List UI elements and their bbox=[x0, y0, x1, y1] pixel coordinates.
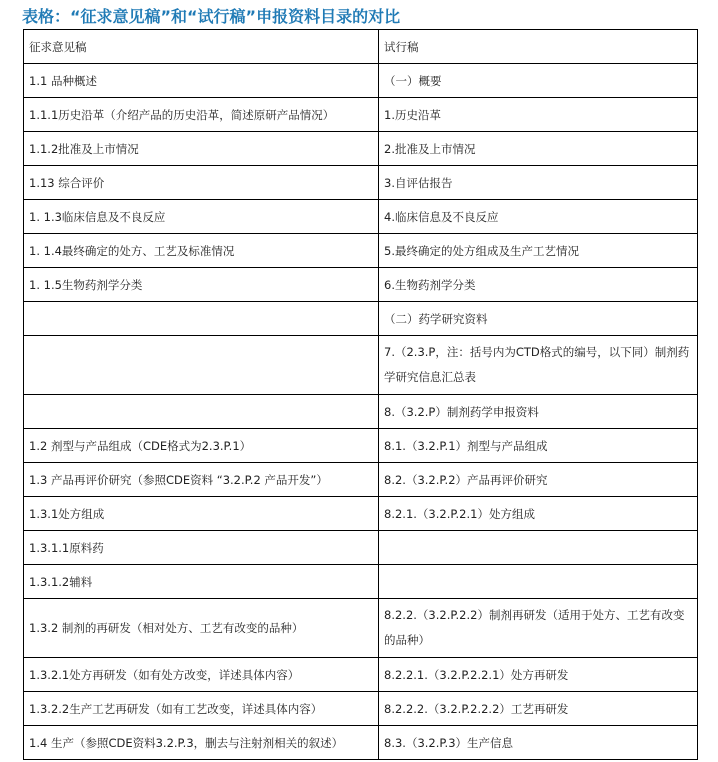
trial-cell: 8.2.1.（3.2.P.2.1）处方组成 bbox=[379, 497, 698, 531]
trial-cell: 4.临床信息及不良反应 bbox=[379, 200, 698, 234]
trial-cell: 7.（2.3.P，注：括号内为CTD格式的编号，以下同）制剂药学研究信息汇总表 bbox=[379, 336, 698, 395]
trial-cell: 8.3.（3.2.P.3）生产信息 bbox=[379, 726, 698, 760]
table-row bbox=[24, 234, 698, 268]
header-cell-trial: 试行稿 bbox=[379, 30, 698, 64]
draft-cell: 1.13 综合评价 bbox=[24, 166, 379, 200]
table-row bbox=[24, 132, 698, 166]
trial-cell: 8.2.（3.2.P.2）产品再评价研究 bbox=[379, 463, 698, 497]
table-row bbox=[24, 336, 698, 395]
table-row bbox=[24, 395, 698, 429]
trial-cell: （二）药学研究资料 bbox=[379, 302, 698, 336]
draft-cell: 1.3 产品再评价研究（参照CDE资料 “3.2.P.2 产品开发”） bbox=[24, 463, 379, 497]
comparison-table bbox=[23, 29, 698, 760]
draft-cell: 1. 1.5生物药剂学分类 bbox=[24, 268, 379, 302]
trial-cell: 5.最终确定的处方组成及生产工艺情况 bbox=[379, 234, 698, 268]
trial-cell: 8.2.2.2.（3.2.P.2.2.2）工艺再研发 bbox=[379, 692, 698, 726]
table-row bbox=[24, 302, 698, 336]
draft-cell: 1.1.2批准及上市情况 bbox=[24, 132, 379, 166]
trial-cell: 6.生物药剂学分类 bbox=[379, 268, 698, 302]
trial-cell: 3.自评估报告 bbox=[379, 166, 698, 200]
header-cell-draft: 征求意见稿 bbox=[24, 30, 379, 64]
trial-cell: 1.历史沿革 bbox=[379, 98, 698, 132]
draft-cell: 1.1 品种概述 bbox=[24, 64, 379, 98]
table-row bbox=[24, 200, 698, 234]
trial-cell: 8.（3.2.P）制剂药学申报资料 bbox=[379, 395, 698, 429]
trial-cell: 2.批准及上市情况 bbox=[379, 132, 698, 166]
table-row bbox=[24, 64, 698, 98]
trial-cell: 8.1.（3.2.P.1）剂型与产品组成 bbox=[379, 429, 698, 463]
draft-cell: 1.4 生产（参照CDE资料3.2.P.3，删去与注射剂相关的叙述） bbox=[24, 726, 379, 760]
draft-cell: 1. 1.3临床信息及不良反应 bbox=[24, 200, 379, 234]
table-row bbox=[24, 692, 698, 726]
table-row bbox=[24, 726, 698, 760]
draft-cell: 1. 1.4最终确定的处方、工艺及标准情况 bbox=[24, 234, 379, 268]
trial-cell: 8.2.2.1.（3.2.P.2.2.1）处方再研发 bbox=[379, 658, 698, 692]
trial-cell bbox=[379, 531, 698, 565]
draft-cell bbox=[24, 302, 379, 336]
table-row bbox=[24, 429, 698, 463]
table-row bbox=[24, 658, 698, 692]
draft-cell: 1.2 剂型与产品组成（CDE格式为2.3.P.1） bbox=[24, 429, 379, 463]
table-row bbox=[24, 268, 698, 302]
table-header-row bbox=[24, 30, 698, 64]
trial-cell bbox=[379, 565, 698, 599]
table-caption: 表格：“征求意见稿”和“试行稿”申报资料目录的对比 bbox=[22, 7, 401, 26]
draft-cell: 1.3.2.1处方再研发（如有处方改变，详述具体内容） bbox=[24, 658, 379, 692]
table-row bbox=[24, 565, 698, 599]
draft-cell: 1.1.1历史沿革（介绍产品的历史沿革，简述原研产品情况） bbox=[24, 98, 379, 132]
draft-cell: 1.3.2 制剂的再研发（相对处方、工艺有改变的品种） bbox=[24, 599, 379, 658]
trial-cell: 8.2.2.（3.2.P.2.2）制剂再研发（适用于处方、工艺有改变的品种） bbox=[379, 599, 698, 658]
draft-cell bbox=[24, 336, 379, 395]
draft-cell: 1.3.1处方组成 bbox=[24, 497, 379, 531]
draft-cell bbox=[24, 395, 379, 429]
trial-cell: （一）概要 bbox=[379, 64, 698, 98]
table-row bbox=[24, 98, 698, 132]
table-row bbox=[24, 599, 698, 658]
table-row bbox=[24, 497, 698, 531]
draft-cell: 1.3.1.1原料药 bbox=[24, 531, 379, 565]
table-row bbox=[24, 166, 698, 200]
draft-cell: 1.3.1.2辅料 bbox=[24, 565, 379, 599]
table-row bbox=[24, 463, 698, 497]
draft-cell: 1.3.2.2生产工艺再研发（如有工艺改变，详述具体内容） bbox=[24, 692, 379, 726]
table-row bbox=[24, 531, 698, 565]
